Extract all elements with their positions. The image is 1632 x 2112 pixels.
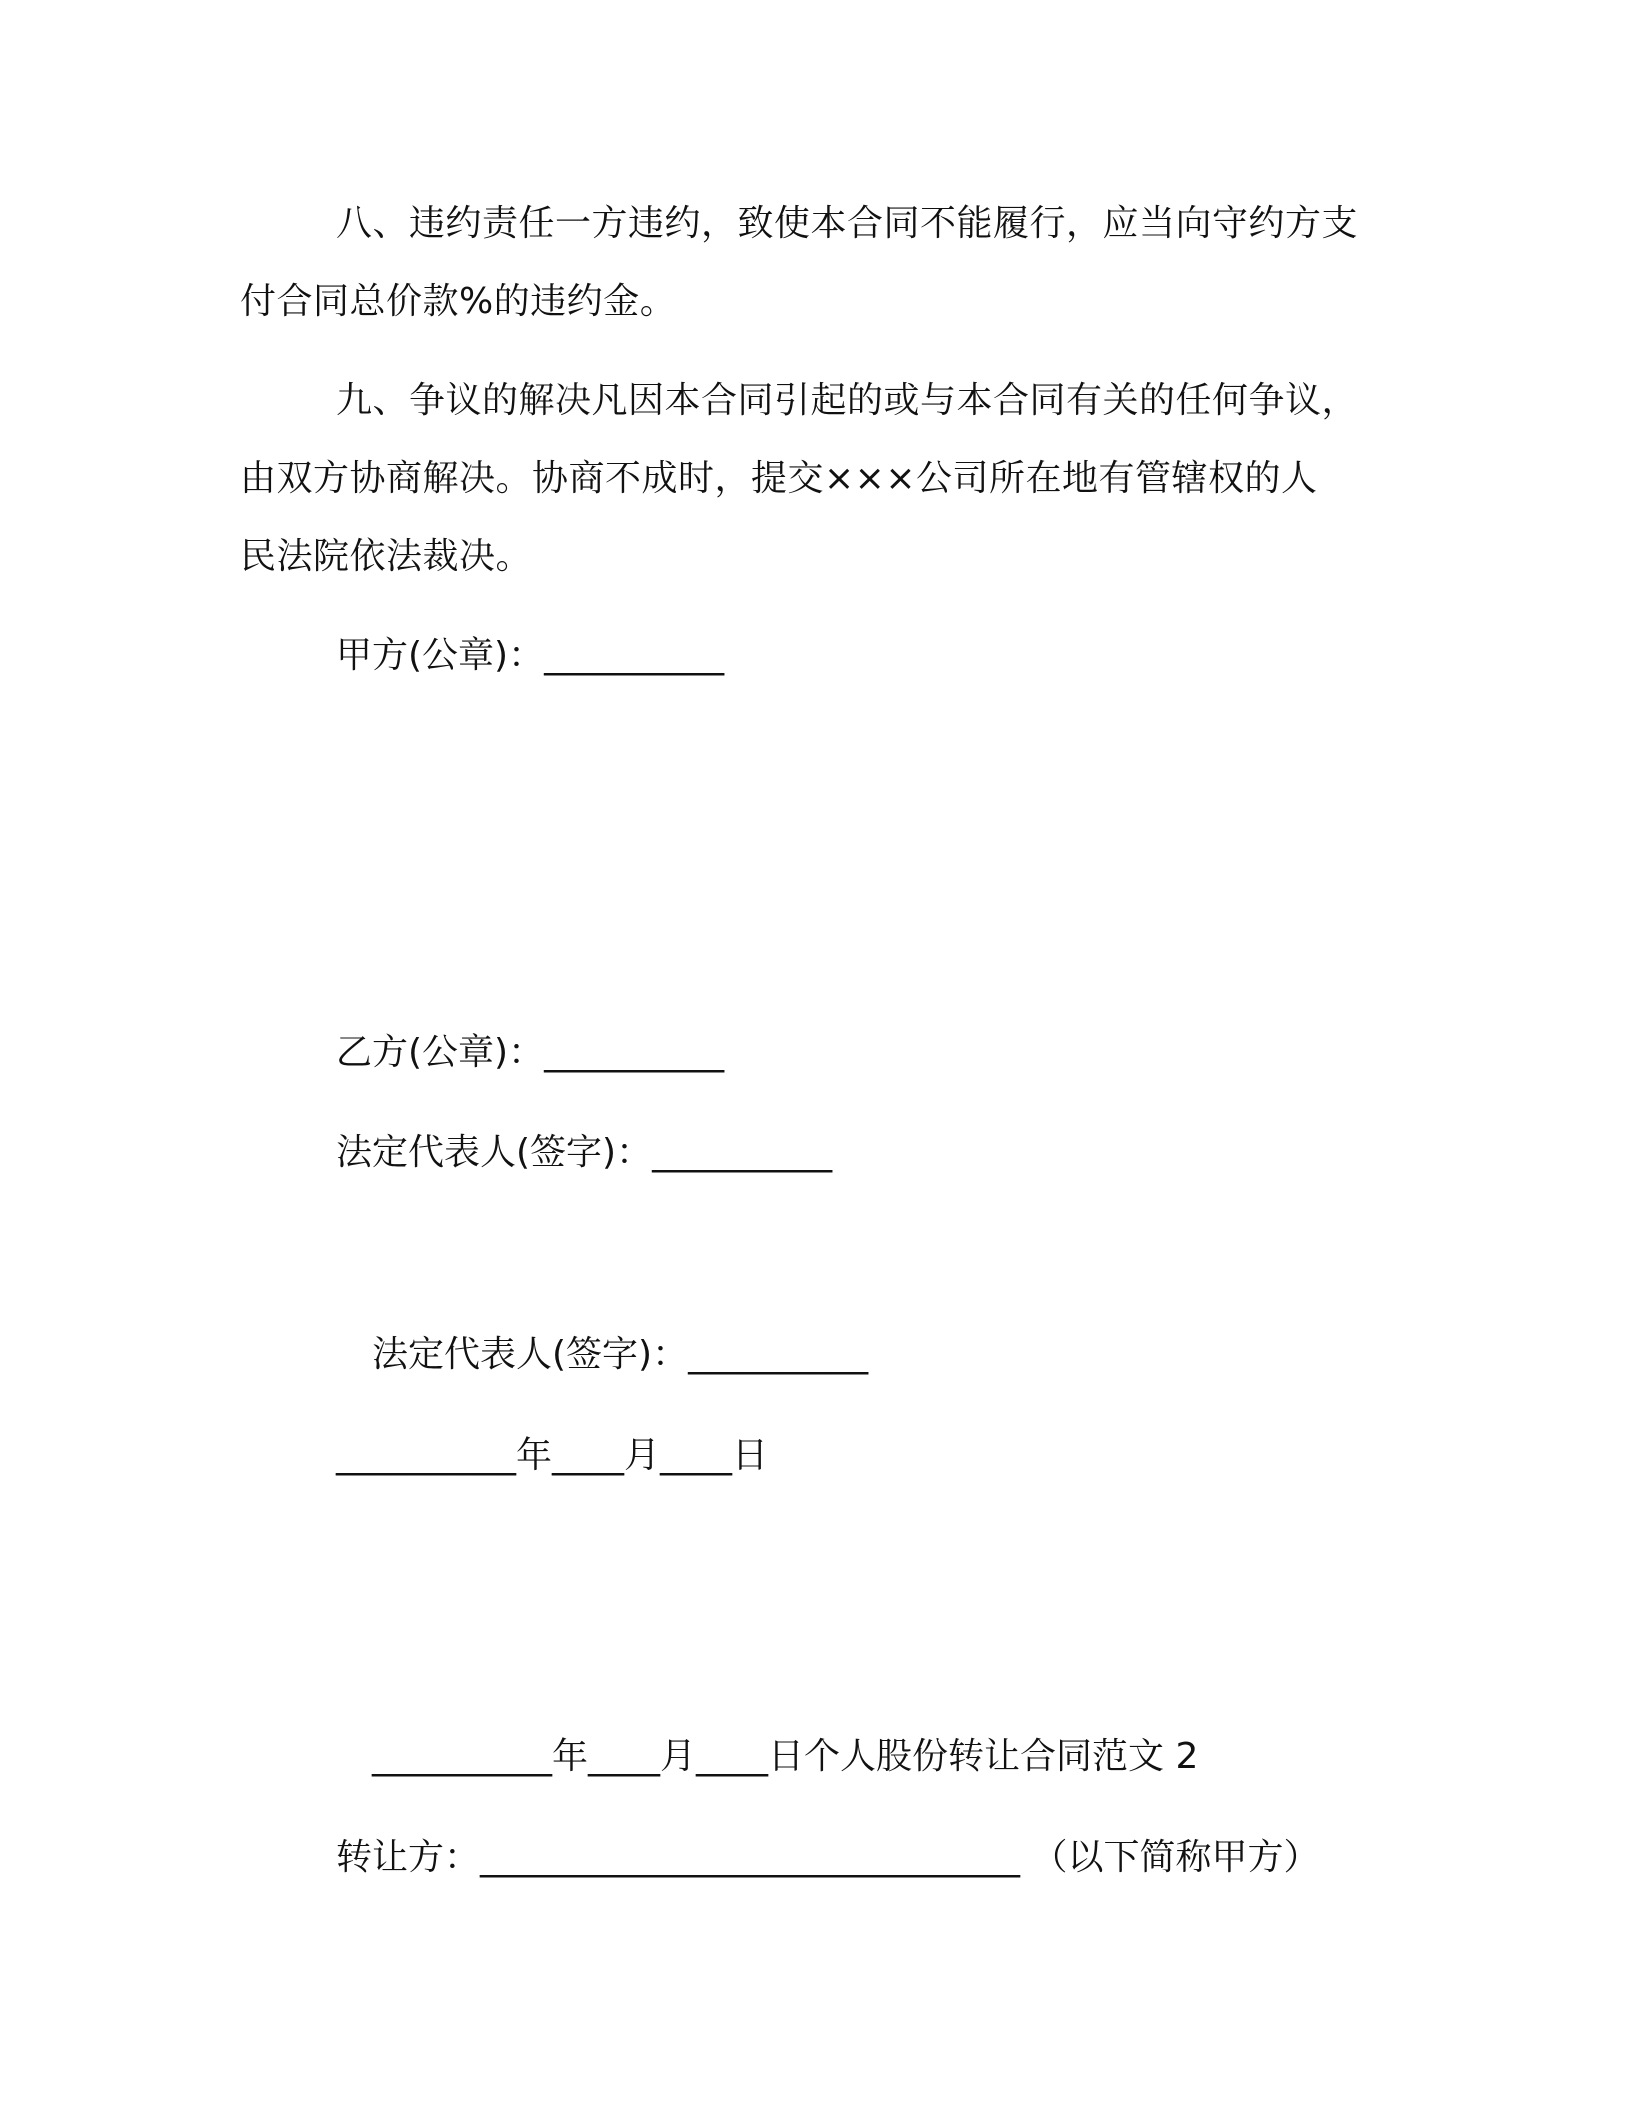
transferor-field: 转让方：______________________________ （以下简称甲方） [336, 1837, 1320, 1878]
clause-9-line-1: 九、争议的解决凡因本合同引起的或与本合同有关的任何争议， [336, 380, 1359, 421]
clause-9-dispute-resolution [240, 362, 1400, 596]
sample-2-title: __________年____月____日个人股份转让合同范文 2 [372, 1736, 1199, 1777]
clause-9-line-3: 民法院依法裁决。 [240, 536, 533, 577]
clause-8-line-1: 八、违约责任一方违约，致使本合同不能履行，应当向守约方支 [336, 203, 1359, 244]
party-a-seal-field: 甲方(公章)：__________ [336, 635, 725, 676]
clause-8-line-2: 付合同总价款%的违约金。 [240, 281, 677, 322]
clause-9-line-2: 由双方协商解决。协商不成时，提交×××公司所在地有管辖权的人 [240, 458, 1318, 499]
clause-8-breach-liability [240, 185, 1400, 341]
legal-representative-signature-field: 法定代表人(签字)：__________ [336, 1132, 833, 1173]
party-b-seal-field: 乙方(公章)：__________ [336, 1032, 725, 1073]
legal-representative-signature-field-2: 法定代表人(签字)：__________ [372, 1334, 869, 1375]
signing-date-field: __________年____月____日 [336, 1435, 768, 1476]
